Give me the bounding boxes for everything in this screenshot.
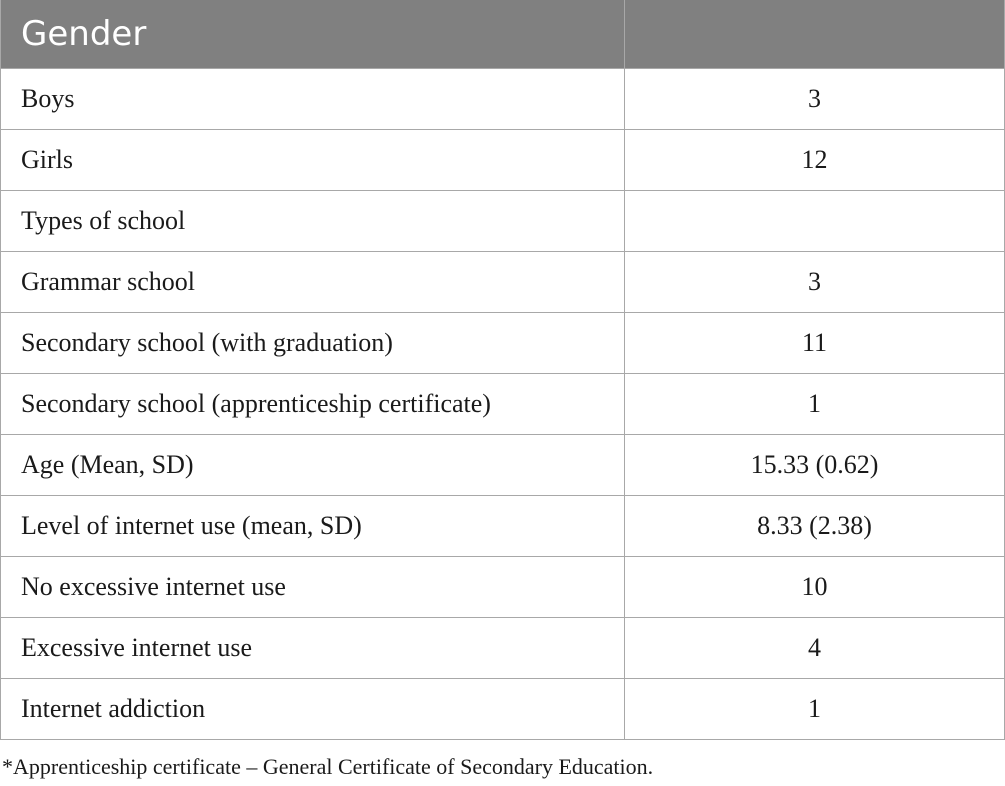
row-label: Internet addiction — [1, 679, 625, 740]
row-value: 11 — [625, 313, 1005, 374]
table-row — [1, 618, 1005, 679]
row-value: 8.33 (2.38) — [625, 496, 1005, 557]
row-value: 4 — [625, 618, 1005, 679]
row-label: Excessive internet use — [1, 618, 625, 679]
row-value: 15.33 (0.62) — [625, 435, 1005, 496]
table-row — [1, 374, 1005, 435]
table-footnote: *Apprenticeship certificate – General Certificate of Secondary Education. — [2, 754, 654, 779]
row-value: 12 — [625, 130, 1005, 191]
header-gender: Gender — [1, 0, 625, 69]
row-label: Secondary school (with graduation) — [1, 313, 625, 374]
header-value — [625, 0, 1005, 69]
row-label: Boys — [1, 69, 625, 130]
row-value: 1 — [625, 374, 1005, 435]
table-row — [1, 191, 1005, 252]
table-row — [1, 435, 1005, 496]
row-value: 10 — [625, 557, 1005, 618]
row-label: Grammar school — [1, 252, 625, 313]
table-row — [1, 130, 1005, 191]
table-row — [1, 313, 1005, 374]
table-row — [1, 69, 1005, 130]
row-value: 3 — [625, 69, 1005, 130]
row-value: 1 — [625, 679, 1005, 740]
row-label: Girls — [1, 130, 625, 191]
row-value: 3 — [625, 252, 1005, 313]
row-label: Secondary school (apprenticeship certificate) — [1, 374, 625, 435]
row-label: Types of school — [1, 191, 625, 252]
table-row — [1, 679, 1005, 740]
row-value — [625, 191, 1005, 252]
table-header-row — [1, 0, 1005, 69]
table-row — [1, 496, 1005, 557]
row-label: Level of internet use (mean, SD) — [1, 496, 625, 557]
row-label: Age (Mean, SD) — [1, 435, 625, 496]
row-label: No excessive internet use — [1, 557, 625, 618]
table-row — [1, 557, 1005, 618]
table-row — [1, 252, 1005, 313]
